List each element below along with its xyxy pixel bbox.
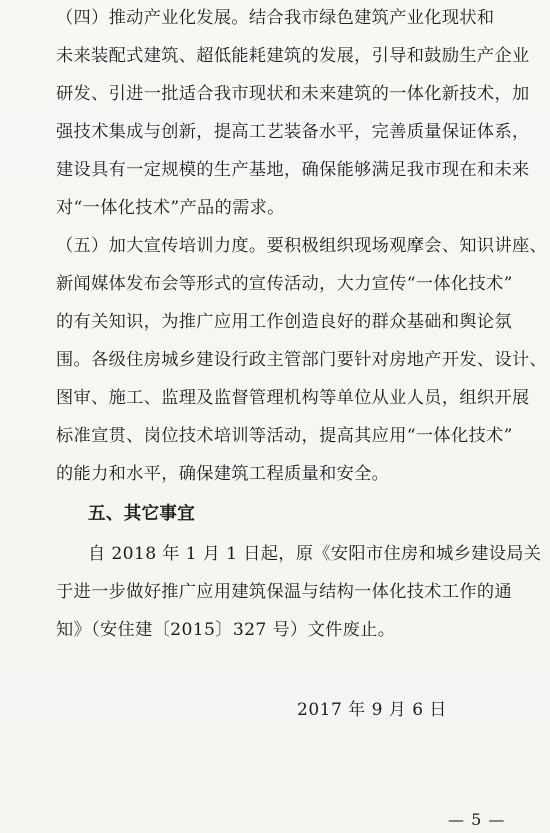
section-5-line-1: 自 2018 年 1 月 1 日起，原《安阳市住房和城乡建设局关: [88, 544, 542, 564]
section-5-line-3: 知》（安住建〔2015〕327 号）文件废止。: [56, 620, 396, 640]
paragraph-5-line-7: 的能力和水平，确保建筑工程质量和安全。: [56, 464, 390, 484]
paragraph-4-line-2: 未来装配式建筑、超低能耗建筑的发展，引导和鼓励生产企业: [56, 46, 530, 66]
paragraph-5-line-2: 新闻媒体发布会等形式的宣传活动，大力宣传“一体化技术”: [56, 274, 513, 294]
paragraph-4-line-6: 对“一体化技术”产品的需求。: [56, 198, 285, 218]
paragraph-5-line-6: 标准宣贯、岗位技术培训等活动，提高其应用“一体化技术”: [56, 426, 513, 446]
paragraph-5-line-5: 图审、施工、监理及监督管理机构等单位从业人员，组织开展: [56, 388, 530, 408]
paragraph-4-line-1: （四）推动产业化发展。结合我市绿色建筑产业化现状和: [56, 8, 495, 28]
paragraph-4-line-4: 强技术集成与创新，提高工艺装备水平，完善质量保证体系，: [56, 122, 530, 142]
paragraph-5-line-1: （五）加大宣传培训力度。要积极组织现场观摩会、知识讲座、: [56, 236, 548, 256]
paragraph-5-line-4: 围。各级住房城乡建设行政主管部门要针对房地产开发、设计、: [56, 350, 548, 370]
paragraph-5-line-3: 的有关知识，为推广应用工作创造良好的群众基础和舆论氛: [56, 312, 512, 332]
page-number: — 5 —: [448, 810, 506, 829]
section-heading: 五、其它事宜: [88, 504, 196, 524]
document-date: 2017 年 9 月 6 日: [297, 700, 447, 720]
paragraph-4-line-5: 建设具有一定规模的生产基地，确保能够满足我市现在和未来: [56, 160, 530, 180]
paragraph-4-line-3: 研发、引进一批适合我市现状和未来建筑的一体化新技术，加: [56, 84, 530, 104]
section-5-line-2: 于进一步做好推广应用建筑保温与结构一体化技术工作的通: [56, 582, 512, 602]
